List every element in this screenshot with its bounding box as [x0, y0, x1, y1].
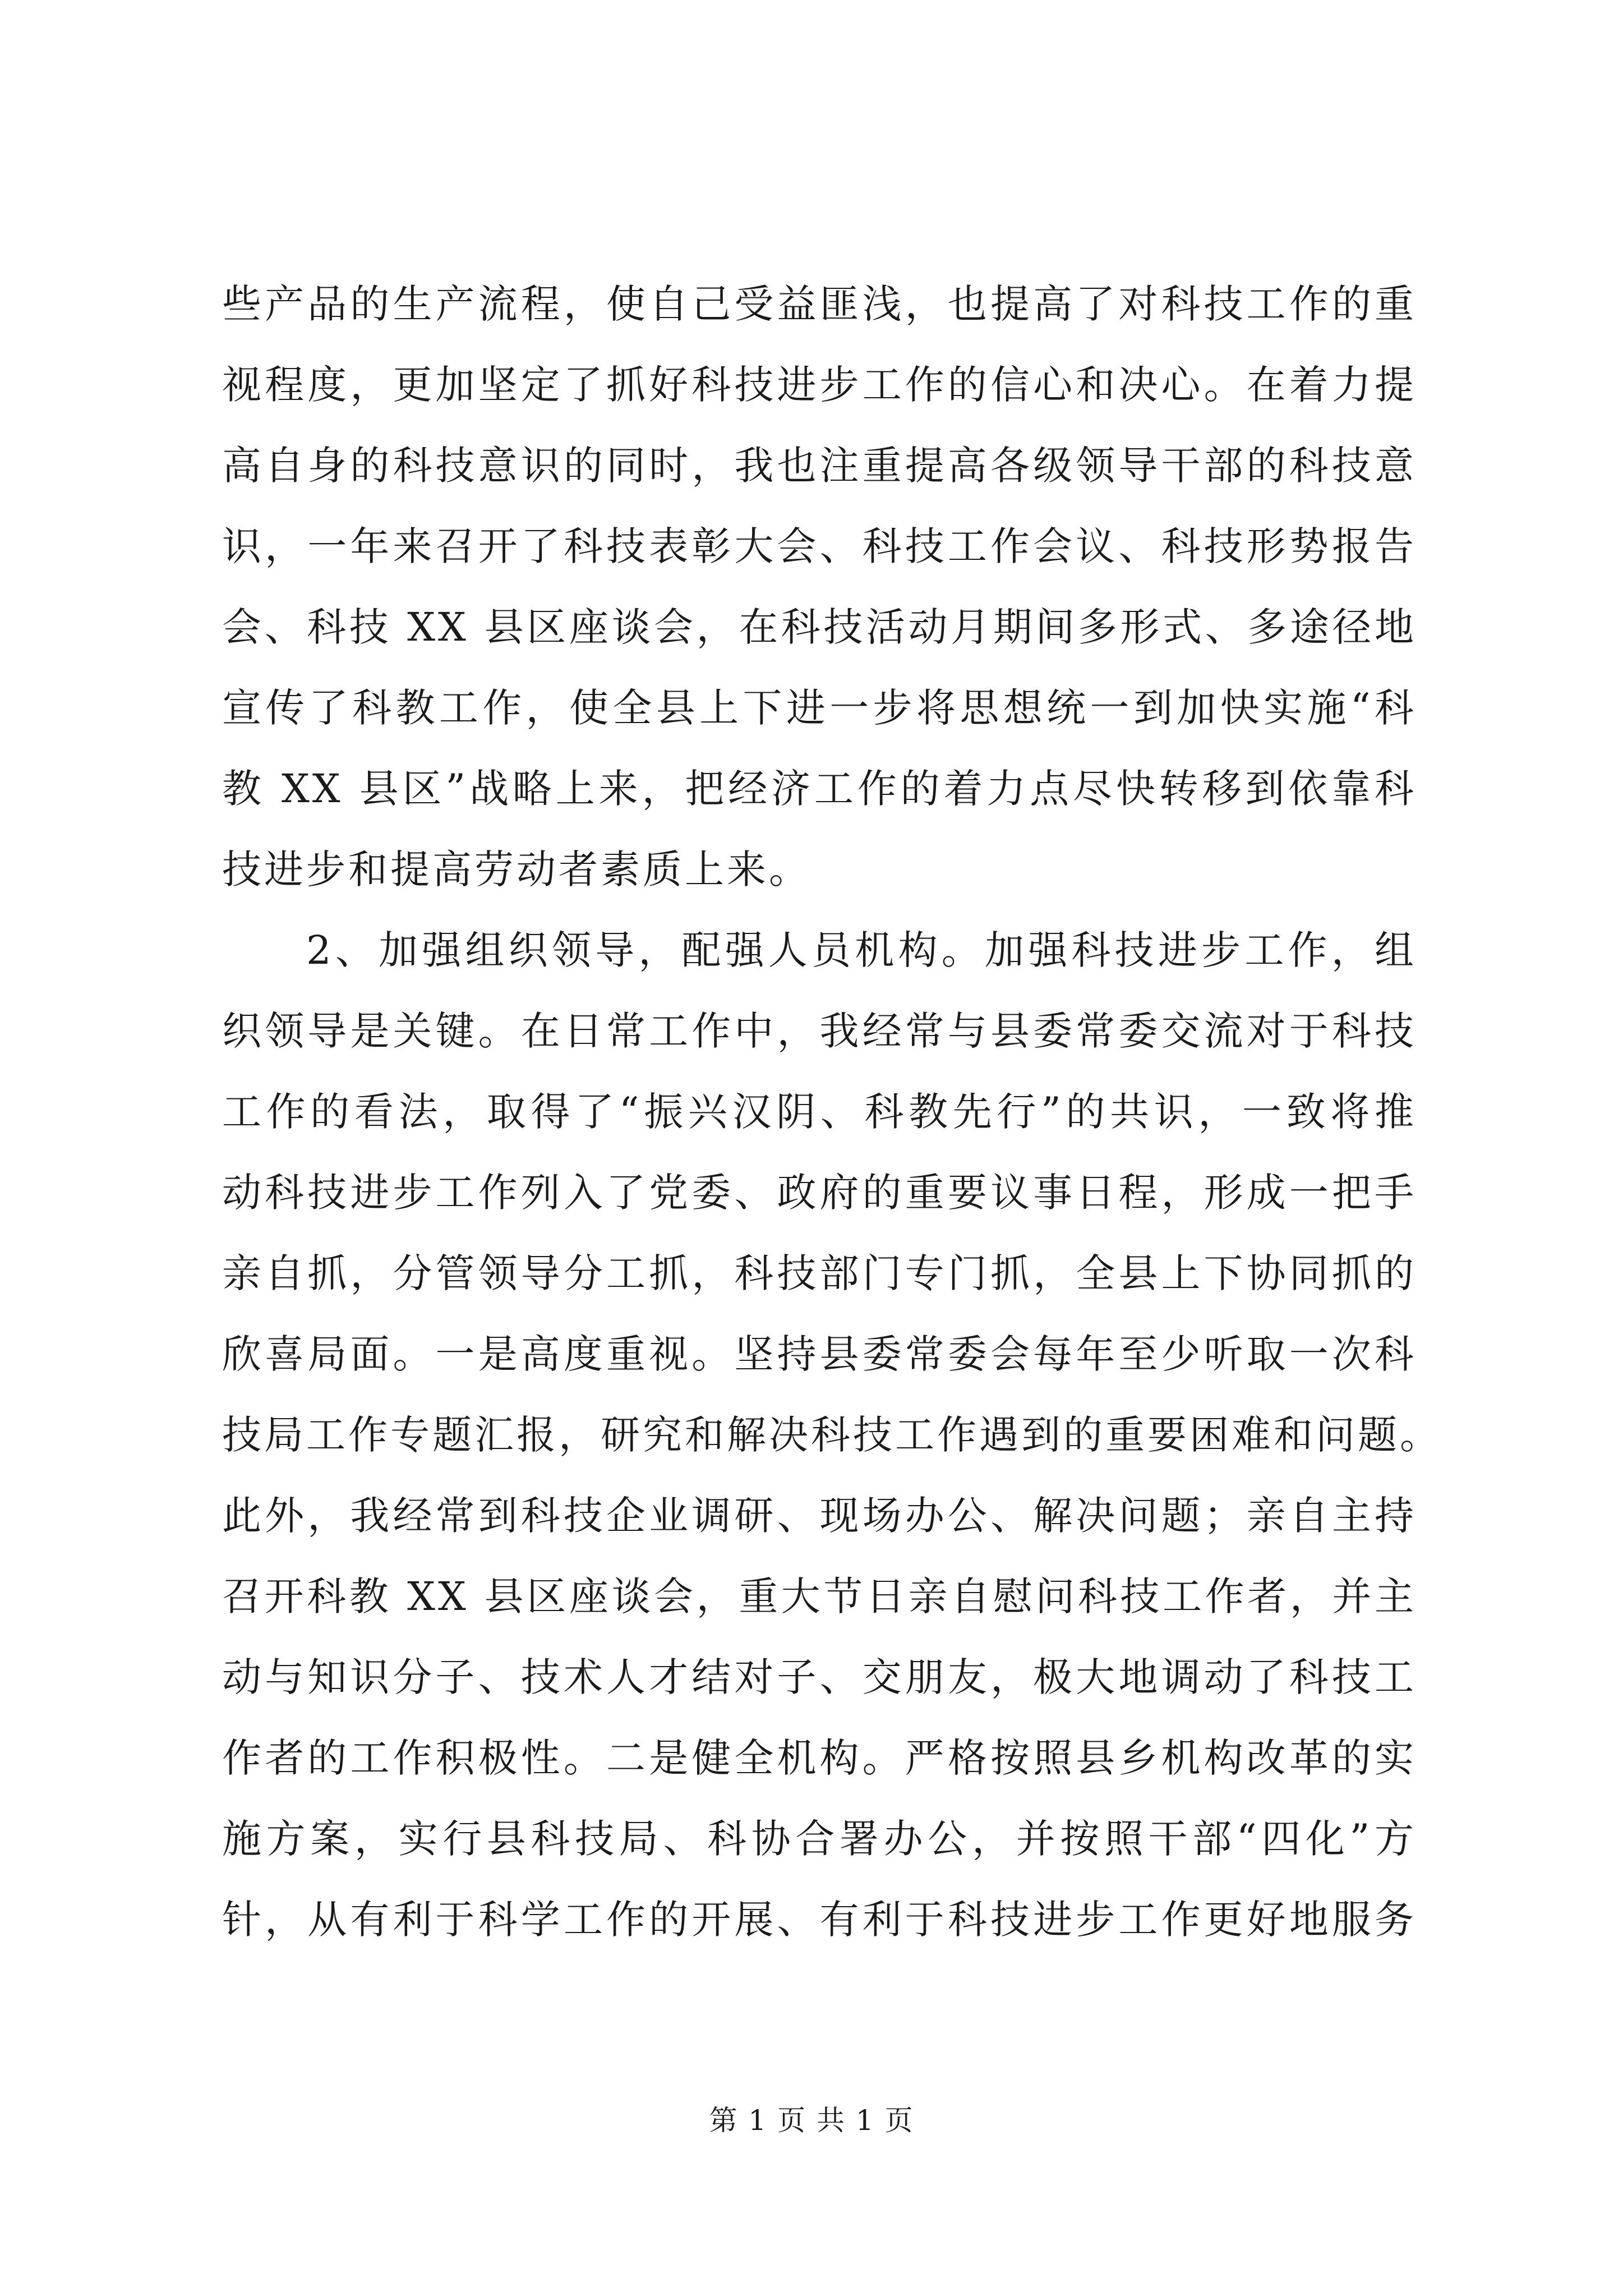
page-footer: 第 1 页 共 1 页 [709, 2104, 914, 2137]
text-line: 工作的看法，取得了“振兴汉阴、科教先行”的共识，一致将推 [222, 1089, 1417, 1135]
text-line: 2、加强组织领导，配强人员机构。加强科技进步工作，组 [306, 927, 1417, 973]
text-line: 识，一年来召开了科技表彰大会、科技工作会议、科技形势报告 [222, 523, 1417, 569]
text-line: 视程度，更加坚定了抓好科技进步工作的信心和决心。在着力提 [222, 362, 1417, 408]
text-line: 些产品的生产流程，使自己受益匪浅，也提高了对科技工作的重 [222, 281, 1417, 327]
text-line: 技局工作专题汇报，研究和解决科技工作遇到的重要困难和问题。 [222, 1412, 1442, 1458]
text-line: 亲自抓，分管领导分工抓，科技部门专门抓，全县上下协同抓的 [222, 1250, 1417, 1296]
text-line: 动科技进步工作列入了党委、政府的重要议事日程，形成一把手 [222, 1170, 1417, 1216]
text-line: 宣传了科教工作，使全县上下进一步将思想统一到加快实施“科 [222, 685, 1417, 731]
document-body [222, 264, 1442, 1960]
text-line: 召开科教 XX 县区座谈会，重大节日亲自慰问科技工作者，并主 [222, 1573, 1417, 1619]
text-line: 针，从有利于科学工作的开展、有利于科技进步工作更好地服务 [222, 1897, 1417, 1943]
text-line: 作者的工作积极性。二是健全机构。严格按照县乡机构改革的实 [222, 1735, 1417, 1781]
paragraph-2 [222, 910, 1442, 1960]
text-line: 动与知识分子、技术人才结对子、交朋友，极大地调动了科技工 [222, 1654, 1417, 1700]
paragraph-1 [222, 264, 1417, 910]
text-line: 织领导是关键。在日常工作中，我经常与县委常委交流对于科技 [222, 1008, 1417, 1054]
text-line: 会、科技 XX 县区座谈会，在科技活动月期间多形式、多途径地 [222, 604, 1417, 650]
text-line: 施方案，实行县科技局、科协合署办公，并按照干部“四化”方 [222, 1816, 1417, 1862]
text-line: 教 XX 县区”战略上来，把经济工作的着力点尽快转移到依靠科 [222, 766, 1417, 812]
text-line: 技进步和提高劳动者素质上来。 [222, 846, 811, 892]
text-line: 高自身的科技意识的同时，我也注重提高各级领导干部的科技意 [222, 443, 1417, 489]
text-line: 欣喜局面。一是高度重视。坚持县委常委会每年至少听取一次科 [222, 1331, 1417, 1377]
text-line: 此外，我经常到科技企业调研、现场办公、解决问题；亲自主持 [222, 1493, 1417, 1539]
